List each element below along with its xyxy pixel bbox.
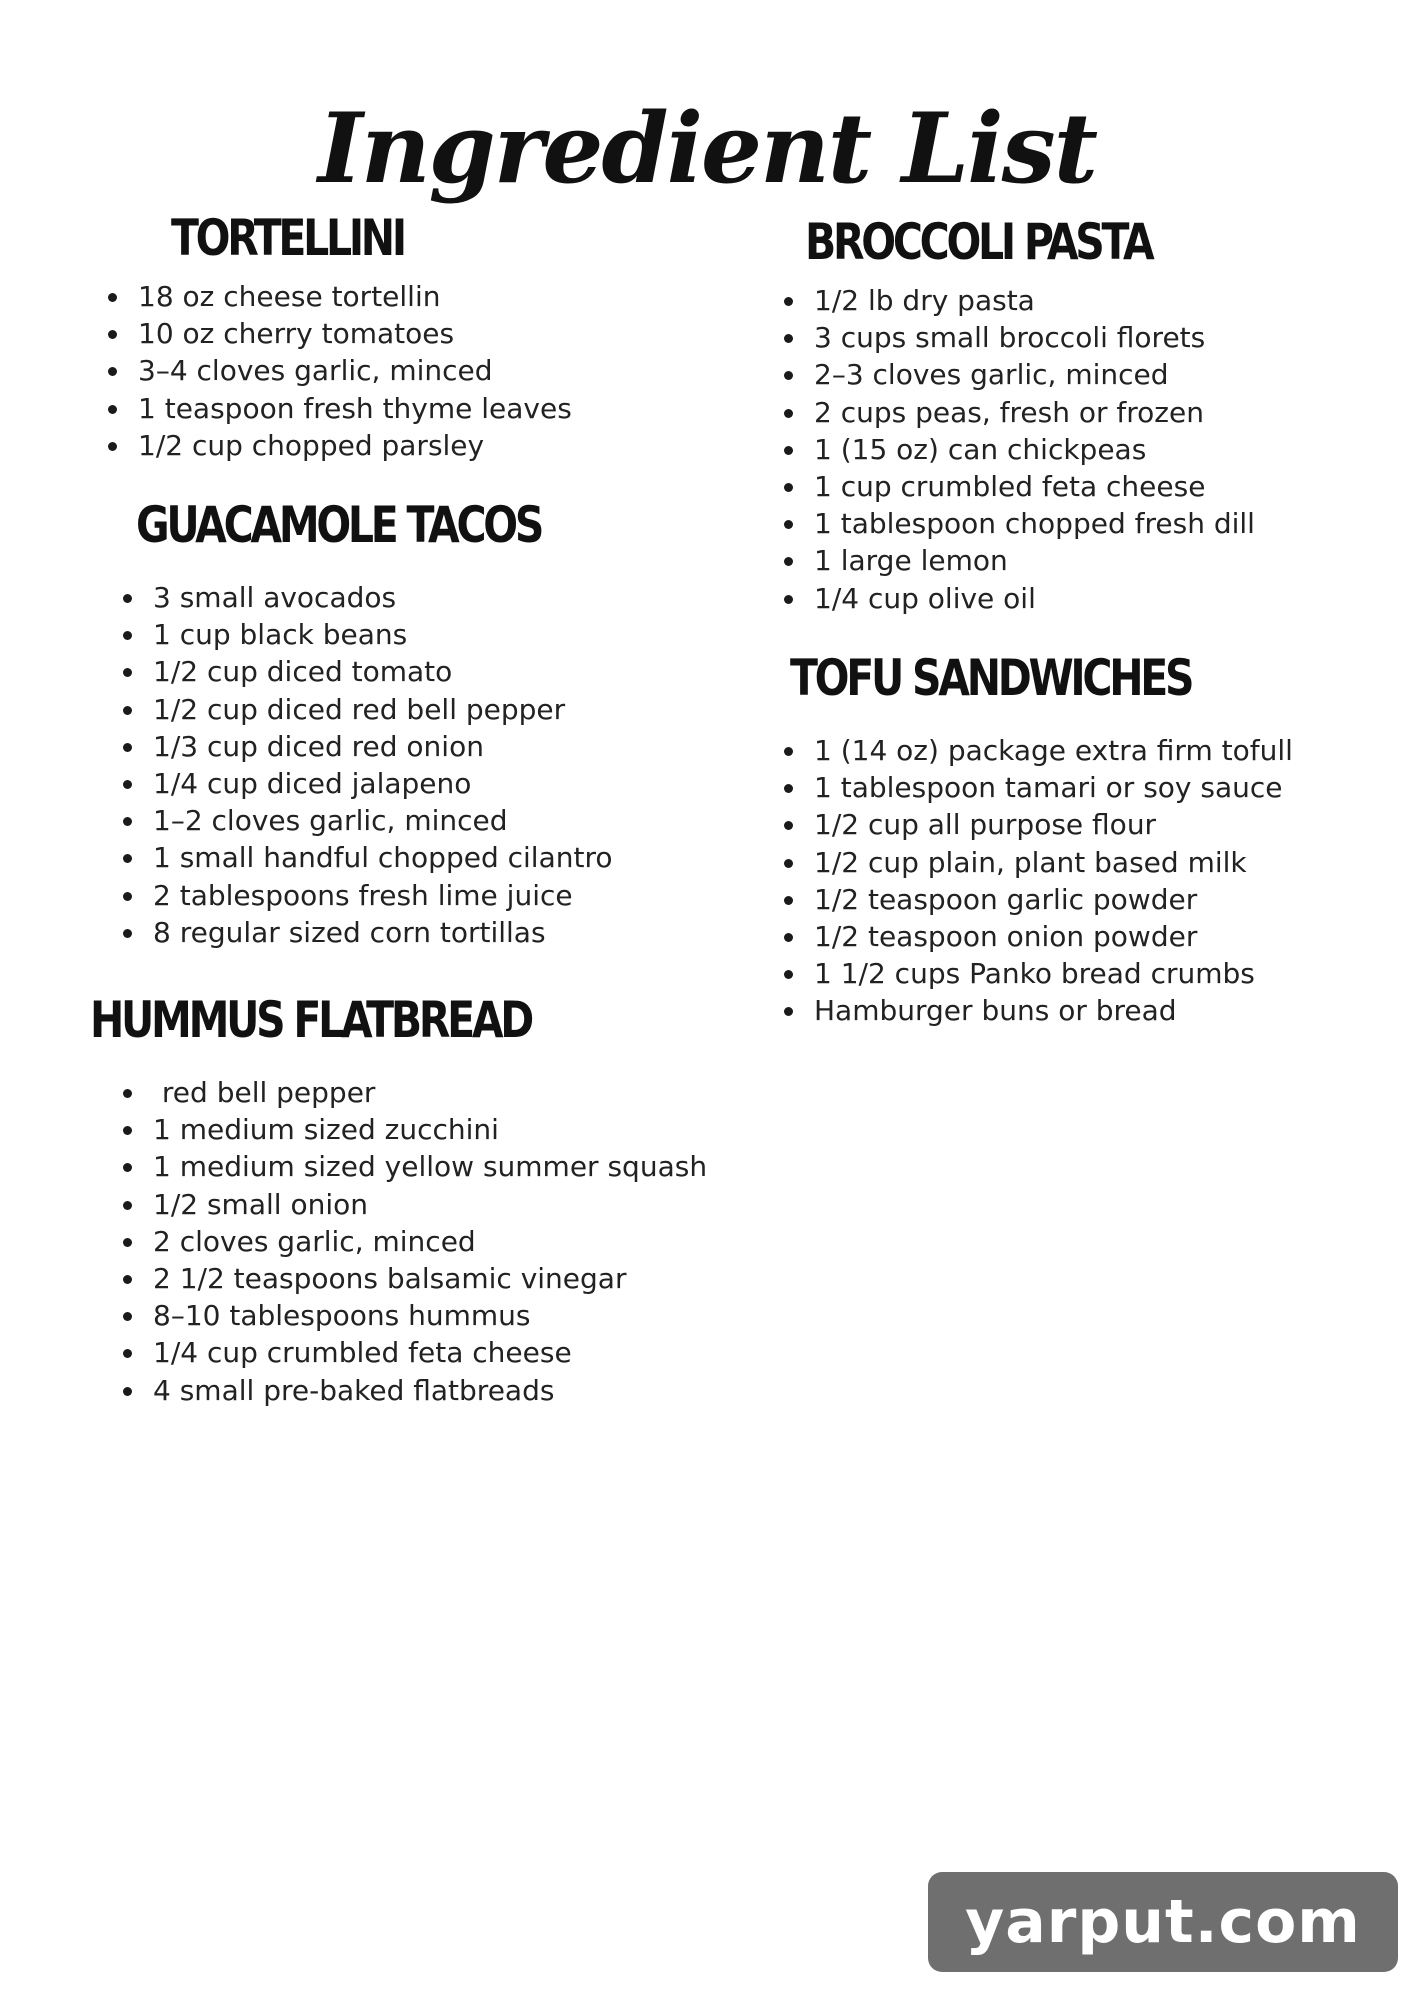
ingredient-text: 1/2 teaspoon garlic powder	[814, 882, 1198, 916]
ingredient-item	[780, 319, 1255, 356]
ingredient-text: 2 cups peas, fresh or frozen	[814, 395, 1204, 429]
ingredient-text: 2 tablespoons fresh lime juice	[153, 878, 573, 912]
ingredient-text: 1/2 cup diced tomato	[153, 655, 453, 689]
bullet-icon	[784, 1007, 793, 1016]
ingredient-item	[780, 881, 1293, 918]
ingredient-item	[119, 914, 630, 951]
bullet-icon	[784, 970, 793, 979]
ingredient-text: 2 cloves garlic, minced	[153, 1224, 476, 1258]
bullet-icon	[784, 595, 793, 604]
section-heading: GUACAMOLE TACOS	[136, 496, 542, 554]
bullet-icon	[123, 854, 132, 863]
section-heading: BROCCOLI PASTA	[805, 213, 1152, 271]
ingredient-item	[119, 1148, 707, 1185]
ingredient-text: 1/2 cup all purpose flour	[814, 808, 1157, 842]
ingredient-list	[119, 1074, 707, 1409]
ingredient-item	[119, 1111, 707, 1148]
bullet-icon	[784, 297, 793, 306]
ingredient-item	[104, 315, 572, 352]
ingredient-item	[780, 918, 1293, 955]
bullet-icon	[123, 817, 132, 826]
ingredient-text: 1 small handful chopped cilantro	[153, 841, 613, 875]
ingredient-item	[119, 802, 630, 839]
ingredient-list	[780, 732, 1293, 1030]
ingredient-text: Hamburger buns or bread	[814, 994, 1177, 1028]
bullet-icon	[123, 1275, 132, 1284]
ingredient-item	[119, 1372, 707, 1409]
bullet-icon	[123, 706, 132, 715]
ingredient-list	[119, 579, 630, 951]
ingredient-item	[104, 352, 572, 389]
bullet-icon	[123, 1387, 132, 1396]
bullet-icon	[108, 405, 117, 414]
section-heading: TORTELLINI	[171, 209, 404, 267]
bullet-icon	[123, 1163, 132, 1172]
ingredient-text: 1 (14 oz) package extra firm tofull	[814, 734, 1293, 767]
ingredient-text: 1 teaspoon fresh thyme leaves	[138, 391, 572, 425]
ingredient-text: 1 medium sized zucchini	[153, 1113, 499, 1147]
ingredient-text: 2–3 cloves garlic, minced	[814, 358, 1169, 392]
section-guacamole-tacos	[119, 495, 630, 951]
bullet-icon	[784, 821, 793, 830]
bullet-icon	[784, 859, 793, 868]
ingredient-text: red bell pepper	[153, 1076, 376, 1109]
ingredient-text: 1–2 cloves garlic, minced	[153, 804, 508, 838]
ingredient-item	[780, 580, 1255, 617]
ingredient-text: 1 large lemon	[814, 544, 1008, 578]
ingredient-text: 1/4 cup diced jalapeno	[153, 766, 472, 800]
bullet-icon	[784, 446, 793, 455]
ingredient-item	[119, 877, 630, 914]
bullet-icon	[784, 409, 793, 418]
ingredient-item	[119, 1186, 707, 1223]
ingredient-text: 10 oz cherry tomatoes	[138, 317, 455, 351]
ingredient-item	[119, 691, 630, 728]
bullet-icon	[123, 594, 132, 603]
ingredient-item	[119, 728, 630, 765]
bullet-icon	[123, 780, 132, 789]
ingredient-text: 1 (15 oz) can chickpeas	[814, 432, 1147, 466]
ingredient-text: 1/2 small onion	[153, 1187, 368, 1221]
section-tortellini	[104, 208, 572, 464]
ingredient-item	[780, 955, 1293, 992]
bullet-icon	[123, 1089, 132, 1098]
bullet-icon	[108, 330, 117, 339]
bullet-icon	[108, 367, 117, 376]
bullet-icon	[123, 892, 132, 901]
bullet-icon	[123, 668, 132, 677]
ingredient-item	[119, 839, 630, 876]
ingredient-list	[780, 282, 1255, 617]
ingredient-text: 1 medium sized yellow summer squash	[153, 1150, 708, 1184]
ingredient-item	[119, 1334, 707, 1371]
bullet-icon	[784, 557, 793, 566]
bullet-icon	[784, 371, 793, 380]
ingredient-text: 1/2 lb dry pasta	[814, 284, 1035, 317]
ingredient-text: 3–4 cloves garlic, minced	[138, 354, 493, 388]
ingredient-item	[780, 394, 1255, 431]
watermark-text: yarput.com	[965, 1887, 1361, 1957]
ingredient-text: 8 regular sized corn tortillas	[153, 915, 546, 949]
ingredient-item	[780, 769, 1293, 806]
bullet-icon	[784, 747, 793, 756]
ingredient-item	[780, 505, 1255, 542]
ingredient-item	[780, 542, 1255, 579]
ingredient-item	[104, 278, 572, 315]
ingredient-item	[119, 765, 630, 802]
ingredient-text: 1 tablespoon chopped fresh dill	[814, 507, 1255, 541]
bullet-icon	[123, 1349, 132, 1358]
watermark-badge	[928, 1872, 1398, 1972]
section-broccoli-pasta	[780, 212, 1255, 617]
ingredient-text: 1/4 cup olive oil	[814, 581, 1036, 615]
ingredient-item	[119, 1223, 707, 1260]
ingredient-item	[119, 653, 630, 690]
ingredient-item	[780, 431, 1255, 468]
bullet-icon	[123, 743, 132, 752]
ingredient-text: 1 tablespoon tamari or soy sauce	[814, 771, 1283, 805]
ingredient-text: 1/4 cup crumbled feta cheese	[153, 1336, 572, 1370]
bullet-icon	[108, 442, 117, 451]
bullet-icon	[784, 520, 793, 529]
ingredient-text: 1 1/2 cups Panko bread crumbs	[814, 957, 1255, 991]
ingredient-text: 3 small avocados	[153, 581, 397, 614]
bullet-icon	[123, 631, 132, 640]
ingredient-item	[119, 1074, 707, 1111]
bullet-icon	[108, 293, 117, 302]
bullet-icon	[784, 334, 793, 343]
ingredient-text: 4 small pre-baked flatbreads	[153, 1373, 555, 1407]
bullet-icon	[123, 1312, 132, 1321]
ingredient-text: 1 cup crumbled feta cheese	[814, 469, 1206, 503]
bullet-icon	[123, 929, 132, 938]
bullet-icon	[784, 784, 793, 793]
ingredient-text: 3 cups small broccoli florets	[814, 321, 1206, 355]
ingredient-text: 18 oz cheese tortellin	[138, 280, 441, 313]
ingredient-text: 8–10 tablespoons hummus	[153, 1299, 531, 1333]
bullet-icon	[123, 1238, 132, 1247]
bullet-icon	[784, 896, 793, 905]
bullet-icon	[123, 1126, 132, 1135]
ingredient-text: 2 1/2 teaspoons balsamic vinegar	[153, 1261, 627, 1295]
ingredient-item	[780, 732, 1293, 769]
ingredient-item	[780, 806, 1293, 843]
section-heading: HUMMUS FLATBREAD	[90, 991, 532, 1049]
ingredient-text: 1/2 cup chopped parsley	[138, 428, 485, 462]
ingredient-text: 1/2 cup plain, plant based milk	[814, 845, 1247, 879]
ingredient-item	[780, 992, 1293, 1029]
bullet-icon	[123, 1201, 132, 1210]
page-title: Ingredient List	[317, 92, 1097, 206]
ingredient-item	[780, 844, 1293, 881]
section-tofu-sandwiches	[780, 648, 1293, 1030]
ingredient-text: 1/2 cup diced red bell pepper	[153, 692, 566, 726]
ingredient-item	[119, 616, 630, 653]
section-hummus-flatbread	[90, 990, 708, 1409]
ingredient-list	[104, 278, 572, 464]
ingredient-text: 1/3 cup diced red onion	[153, 729, 484, 763]
ingredient-text: 1 cup black beans	[153, 618, 408, 652]
ingredient-item	[104, 427, 572, 464]
ingredient-item	[119, 1260, 707, 1297]
ingredient-item	[780, 468, 1255, 505]
ingredient-item	[119, 579, 630, 616]
ingredient-item	[780, 356, 1255, 393]
bullet-icon	[784, 933, 793, 942]
section-heading: TOFU SANDWICHES	[790, 649, 1192, 707]
ingredient-text: 1/2 teaspoon onion powder	[814, 919, 1198, 953]
bullet-icon	[784, 483, 793, 492]
ingredient-item	[780, 282, 1255, 319]
ingredient-item	[119, 1297, 707, 1334]
ingredient-item	[104, 390, 572, 427]
